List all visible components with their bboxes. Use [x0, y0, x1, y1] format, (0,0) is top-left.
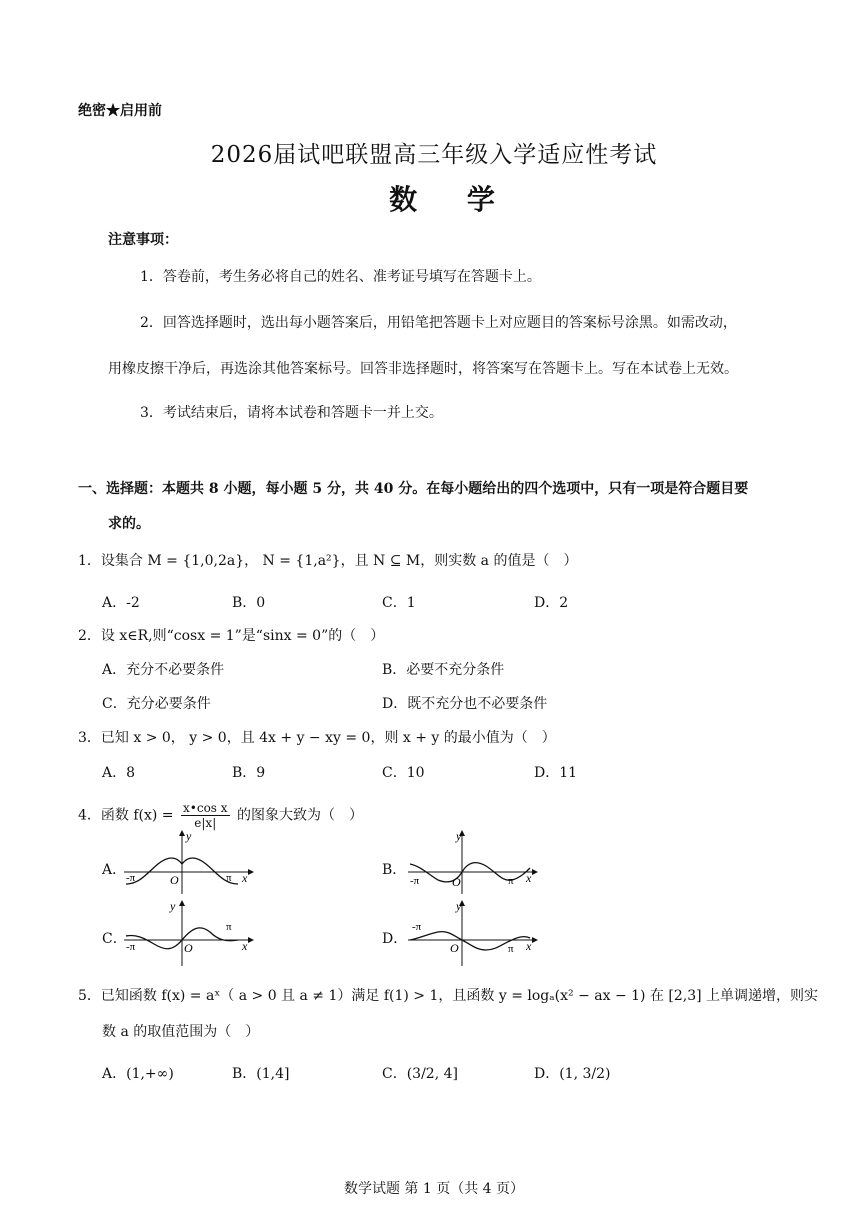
q4-graph-d: [402, 896, 538, 968]
q4-fraction-denominator: e|x|: [194, 816, 217, 830]
q4d-x-label: x: [526, 939, 532, 953]
q4-graph-a: [118, 826, 254, 896]
q2-option-d: D．既不充分也不必要条件: [382, 696, 548, 712]
q4-option-a: A．: [102, 862, 127, 878]
q4d-pi-label: π: [508, 943, 514, 955]
q4-fraction-numerator: x•cos x: [183, 801, 228, 815]
q5-option-d: D．(1, 3/2): [534, 1066, 611, 1082]
subject-title: 数 学: [389, 183, 515, 216]
q4a-origin-label: O: [170, 873, 179, 887]
q4-graph-b: [402, 826, 538, 896]
question-5-stem-cont: 数 a 的取值范围为（ ）: [102, 1024, 260, 1040]
confidential-label: 绝密★启用前: [78, 103, 162, 119]
q4b-pi-label: π: [508, 875, 514, 887]
q4-option-c: C．: [102, 931, 127, 947]
q2-option-b: B．必要不充分条件: [382, 662, 505, 678]
exam-title: 2026届试吧联盟高三年级入学适应性考试: [210, 142, 658, 168]
q4a-x-label: x: [242, 871, 248, 885]
section-heading: 一、选择题：本题共 8 小题，每小题 5 分，共 40 分。在每小题给出的四个选项中，只有一项是符合题目要: [78, 481, 749, 497]
q3-option-d: D．11: [534, 765, 578, 781]
note-item-2: 2．回答选择题时，选出每小题答案后，用铅笔把答题卡上对应题目的答案标号涂黑。如需改动，: [140, 315, 737, 331]
q4-stem-suffix: 的图象大致为（ ）: [236, 807, 363, 824]
q4a-y-label: y: [186, 829, 192, 843]
q2-option-c: C．充分必要条件: [102, 696, 211, 712]
q4-graph-c: [118, 896, 254, 968]
q4d-neg-pi-label: -π: [412, 921, 422, 933]
q3-option-a: A．8: [102, 765, 136, 781]
q5-option-a: A．(1,+∞): [102, 1066, 174, 1082]
q4b-neg-pi-label: -π: [410, 875, 420, 887]
q4b-x-label: x: [526, 871, 532, 885]
note-item-3: 3．考试结束后，请将本试卷和答题卡一并上交。: [140, 405, 443, 421]
q1-option-a: A．-2: [102, 595, 140, 611]
q4-option-d: D．: [382, 931, 408, 947]
q4d-origin-label: O: [450, 941, 459, 955]
q4a-pi-label: π: [226, 872, 232, 884]
q1-option-c: C．1: [382, 595, 416, 611]
q4c-neg-pi-label: -π: [126, 941, 136, 953]
q4c-pi-label: π: [226, 921, 232, 933]
q5-option-c: C．(3/2, 4]: [382, 1066, 458, 1082]
note-item-1: 1．答卷前，考生务必将自己的姓名、准考证号填写在答题卡上。: [140, 269, 541, 285]
section-heading-cont: 求的。: [108, 516, 150, 532]
question-5-stem: 5．已知函数 f(x) = aˣ（ a > 0 且 a ≠ 1）满足 f(1) > 1，且函数 y = logₐ(x² − ax − 1) 在 [2,3] 上单调递增，则实: [78, 988, 819, 1004]
q4c-x-label: x: [242, 939, 248, 953]
note-item-2-cont: 用橡皮擦干净后，再选涂其他答案标号。回答非选择题时，将答案写在答题卡上。写在本试卷上无效。: [108, 361, 738, 377]
question-1-stem: 1．设集合 M = {1,0,2a}， N = {1,a²}，且 N ⊆ M，则实数 a 的值是（ ）: [78, 553, 578, 569]
question-3-stem: 3．已知 x > 0， y > 0，且 4x + y − xy = 0，则 x + y 的最小值为（ ）: [78, 730, 556, 746]
q4-option-b: B．: [382, 862, 407, 878]
q5-option-b: B．(1,4]: [232, 1066, 290, 1082]
q4a-neg-pi-label: -π: [126, 872, 136, 884]
q4c-y-label: y: [170, 899, 176, 913]
q4d-y-label: y: [456, 899, 462, 913]
q3-option-c: C．10: [382, 765, 425, 781]
q4b-origin-label: O: [452, 875, 461, 889]
question-2-stem: 2．设 x∈R,则“cosx = 1”是“sinx = 0”的（ ）: [78, 628, 385, 644]
page-footer: 数学试题 第 1 页（共 4 页）: [343, 1181, 525, 1197]
q4-stem-prefix: 4．函数 f(x) =: [78, 807, 174, 824]
notes-heading: 注意事项：: [108, 232, 178, 248]
q3-option-b: B．9: [232, 765, 266, 781]
q1-option-d: D．2: [534, 595, 569, 611]
q2-option-a: A．充分不必要条件: [102, 662, 225, 678]
q1-option-b: B．0: [232, 595, 266, 611]
q4c-origin-label: O: [184, 941, 193, 955]
q4b-y-label: y: [456, 829, 462, 843]
